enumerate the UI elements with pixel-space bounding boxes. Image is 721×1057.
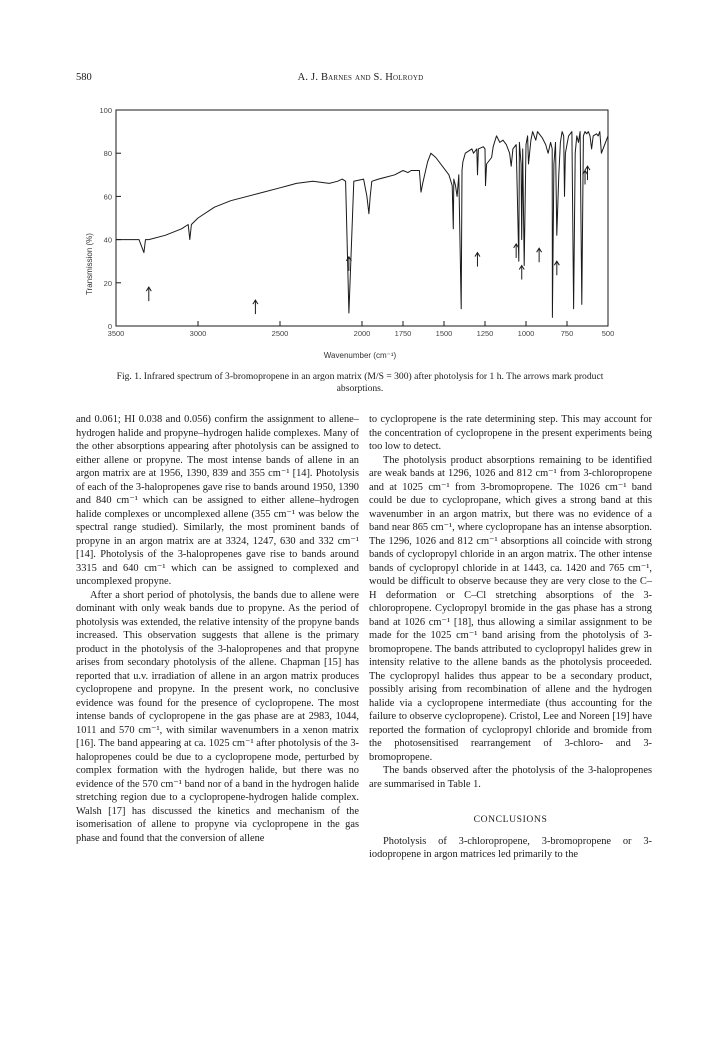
x-tick-label: 3000 (189, 329, 207, 338)
x-tick-label: 1750 (394, 329, 412, 338)
x-tick-label: 2000 (353, 329, 371, 338)
paragraph: The bands observed after the photolysis of the 3-halopropenes are summarised in Table 1. (369, 765, 652, 790)
x-axis-label: Wavenumber (cm⁻¹) (323, 351, 397, 360)
y-axis-label: Transmission (%) (85, 233, 94, 295)
y-tick-label: 0 (107, 322, 112, 331)
ir-spectrum-figure (84, 104, 624, 366)
paragraph: Photolysis of 3-chloropropene, 3-bromopropene or 3-iodopropene in argon matrices led primarily to the (369, 835, 652, 860)
ir-spectrum-chart (84, 104, 624, 366)
body-column-left (76, 413, 359, 845)
y-tick-label: 20 (103, 278, 112, 288)
page-header (0, 72, 721, 88)
spectrum-trace (116, 132, 608, 318)
running-title: A. J. Barnes and S. Holroyd (297, 72, 424, 83)
x-tick-label: 1250 (476, 329, 494, 338)
plot-frame (116, 110, 608, 326)
y-tick-label: 100 (99, 106, 112, 115)
figure-caption: Fig. 1. Infrared spectrum of 3-bromopropene in an argon matrix (M/S = 300) after photolysis for 1 h. The arrows mark product absorptions. (116, 371, 604, 394)
x-tick-label: 1000 (517, 329, 535, 338)
x-tick-label: 500 (601, 329, 615, 338)
x-tick-label: 1500 (435, 329, 453, 338)
paragraph: and 0.061; HI 0.038 and 0.056) confirm the assignment to allene–hydrogen halide and propyne–hydrogen halide complexes. Many of the other absorptions appearing after photolysis can be assigned to either allene or propyne. The most intense bands of allene in an argon matrix are at 1956, 1390, 839 and 355 cm⁻¹ [14]. Photolysis of each of the 3-halopropenes gave rise to bands around 1950, 1390 and 840 cm⁻¹ which can be assigned to either allene–hydrogen halide complexes or uncomplexed allene (355 cm⁻¹ was below the spectral range studied). Similarly, the most prominent bands of propyne in an argon matrix are at 3324, 1247, 630 and 332 cm⁻¹ [14]. Photolysis of the 3-halopropenes gave rise to bands around 3315 and 640 cm⁻¹ which can be assigned to complexed and uncomplexed propyne. (76, 414, 359, 587)
y-tick-label: 40 (103, 235, 112, 245)
paragraph: After a short period of photolysis, the bands due to allene were dominant with only weak bands due to propyne. As the period of photolysis was extended, the relative intensity of the propyne bands increased. This observation suggests that allene is the primary product in the photolysis of the 3-halopropenes and that propyne arises from secondary photolysis of the allene. Chapman [15] has reported that u.v. irradiation of allene in an argon matrix produces cyclopropene and propyne. In the present work, no conclusive evidence was found for the presence of cyclopropene. The most intense bands of cyclopropene in the gas phase are at 2983, 1044, 1011 and 570 cm⁻¹, with similar wavenumbers in a xenon matrix [16]. The band appearing at ca. 1025 cm⁻¹ after photolysis of the 3-halopropenes could be due to a cyclopropene mode, perturbed by complex formation with the hydrogen halide, but there was no evidence of the 570 cm⁻¹ band nor of a band in the hydrogen halide stretching region due to a cyclopropene-hydrogen halide complex. Walsh [17] has discussed the kinetics and mechanism of the isomerisation of allene to propyne via cyclopropene in the gas phase and found that the conversion of allene (76, 589, 359, 844)
paragraph: to cyclopropene is the rate determining step. This may account for the concentration of cyclopropene in the present experiments being too low to detect. (369, 414, 652, 452)
body-column-right (369, 413, 652, 862)
chart-axes (116, 110, 608, 326)
x-tick-label: 3500 (107, 329, 125, 338)
section-heading: CONCLUSIONS (473, 814, 548, 825)
page-number: 580 (76, 72, 92, 83)
x-tick-label: 750 (560, 329, 574, 338)
x-ticks (108, 321, 615, 338)
paragraph: The photolysis product absorptions remaining to be identified are weak bands at 1296, 1026 and 812 cm⁻¹ from 3-chloropropene and at 1025 cm⁻¹ from 3-bromopropene. The 1026 cm⁻¹ band could be due to cyclopropane, which gives a strong band at this wavenumber in an argon matrix, but there was no evidence of a band near 865 cm⁻¹, where cyclopropane has an intense absorption. The 1296, 1026 and 812 cm⁻¹ absorptions all coincide with strong bands of cyclopropyl chloride in an argon matrix. The other intense bands of cyclopropyl chloride in at 1443, ca. 1420 and 765 cm⁻¹, would be difficult to observe because they are very close to the C–H deformation or C–Cl stretching absorptions of the 3-chloropropene. Cyclopropyl bromide in the gas phase has a strong band at 1026 cm⁻¹ [18], thus allowing a similar assignment to be made for the 1025 cm⁻¹ band arising from the photolysis of 3-bromopropene. The bands attributed to cyclopropyl halides grew in intensity relative to the allene bands as the photolysis proceeded. The cyclopropyl halides thus appear to be a secondary product, possibly arising from recombination of allene and the hydrogen halide via a cyclopropene intermediate (thus accounting for the failure to observe cyclopropene). Cristol, Lee and Noreen [19] have reported the formation of cyclopropyl chloride and bromide from the photosensitised rearrangement of 3-chloro- and 3-bromopropene. (369, 454, 652, 763)
y-tick-label: 80 (103, 149, 112, 159)
x-tick-label: 2500 (271, 329, 289, 338)
y-ticks (99, 106, 121, 331)
y-tick-label: 60 (103, 192, 112, 202)
